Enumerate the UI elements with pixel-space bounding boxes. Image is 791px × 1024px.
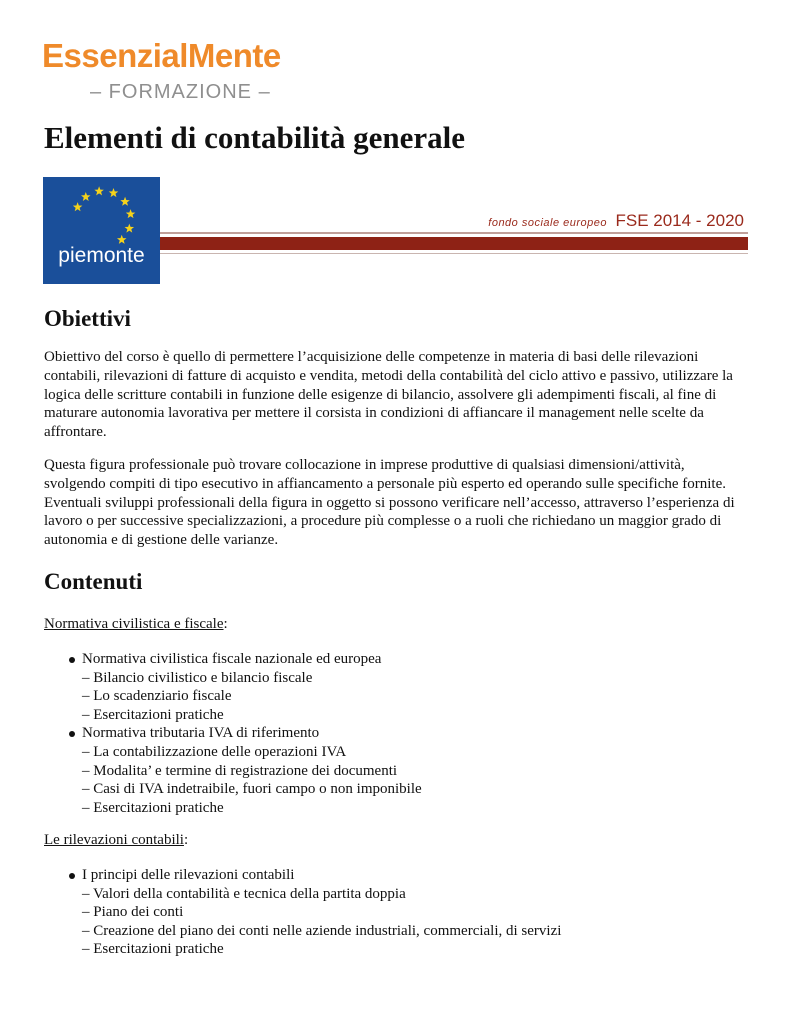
list-subitem: – Lo scadenziario fiscale xyxy=(82,688,232,705)
star-icon xyxy=(126,209,136,218)
list-subitem: – Valori della contabilità e tecnica della partita doppia xyxy=(82,885,406,902)
star-icon xyxy=(81,192,91,201)
star-icon xyxy=(109,188,119,197)
list-subitem: – Bilancio civilistico e bilancio fiscale xyxy=(82,669,313,686)
list-subitem: – Casi di IVA indetraibile, fuori campo o non imponibile xyxy=(82,781,422,798)
logo-sub-text: – FORMAZIONE – xyxy=(90,81,271,103)
piemonte-label: piemonte xyxy=(58,244,145,267)
list-subitem: – La contabilizzazione delle operazioni IVA xyxy=(82,743,347,760)
fse-banner xyxy=(43,177,748,284)
section-label-normativa: Normativa civilistica e fiscale: xyxy=(44,616,228,632)
list-subitem: – Creazione del piano dei conti nelle aziende industriali, commerciali, di servizi xyxy=(82,922,562,939)
list-item: Normativa tributaria IVA di riferimento xyxy=(44,724,422,743)
obiettivi-paragraph-2: Questa figura professionale può trovare collocazione in imprese produttive di qualsiasi dimensioni/attività, svolgendo compiti di tipo esecutivo in affiancamento a personale più esperto ed operando sulle specifiche fornite. Eventuali sviluppi professionali della figura in oggetto si possono verificare nell’accesso, attraverso l’esperienza di lavoro o per successive specializzazioni, a procedure più complesse o a ruoli che richiedano un maggior grado di autonomia e di gestione delle varianze. xyxy=(44,457,735,549)
fse-small-text: fondo sociale europeo xyxy=(488,217,608,229)
list-subitem: – Esercitazioni pratiche xyxy=(82,706,224,723)
page-title: Elementi di contabilità generale xyxy=(44,120,466,155)
banner-thin-stripe xyxy=(160,232,748,234)
normativa-list xyxy=(44,650,422,817)
rilevazioni-list xyxy=(44,866,561,959)
list-subitem: – Modalita’ e termine di registrazione dei documenti xyxy=(82,762,398,779)
obiettivi-paragraph-1: Obiettivo del corso è quello di permettere l’acquisizione delle competenze in materia di basi delle rilevazioni contabili, rilevazioni di fatture di acquisto e vendita, metodi della contabilità del ciclo attivo e passivo, utilizzare la logica delle scritture contabili in funzione delle esigenze di bilancio, assolvere gli adempimenti fiscali, al fine di maturare autonomia lavorativa per mettere il corsista in condizioni di affiancare il management nelle scelte da affrontare. xyxy=(44,349,733,441)
fse-label xyxy=(488,211,744,231)
banner-bottom-line xyxy=(160,253,748,254)
essenzialmente-logo xyxy=(42,36,312,106)
list-subitem: – Esercitazioni pratiche xyxy=(82,799,224,816)
list-item: Normativa civilistica fiscale nazionale ed europea xyxy=(44,650,422,669)
star-icon xyxy=(73,202,83,211)
piemonte-eu-logo xyxy=(43,177,160,284)
contenuti-heading: Contenuti xyxy=(44,569,143,594)
logo-main-text: EssenzialMente xyxy=(42,37,281,74)
star-icon xyxy=(120,197,130,206)
section-label-text: Le rilevazioni contabili xyxy=(44,832,184,848)
list-subitem: – Esercitazioni pratiche xyxy=(82,941,224,958)
list-subitem: – Piano dei conti xyxy=(82,904,184,921)
section-label-rilevazioni: Le rilevazioni contabili: xyxy=(44,832,189,848)
fse-big-text: FSE 2014 - 2020 xyxy=(615,211,744,230)
list-item: I principi delle rilevazioni contabili xyxy=(44,866,561,885)
obiettivi-heading: Obiettivi xyxy=(44,306,131,331)
star-icon xyxy=(125,224,135,233)
section-label-text: Normativa civilistica e fiscale xyxy=(44,616,224,632)
banner-red-stripe xyxy=(160,237,748,250)
star-icon xyxy=(94,186,104,195)
